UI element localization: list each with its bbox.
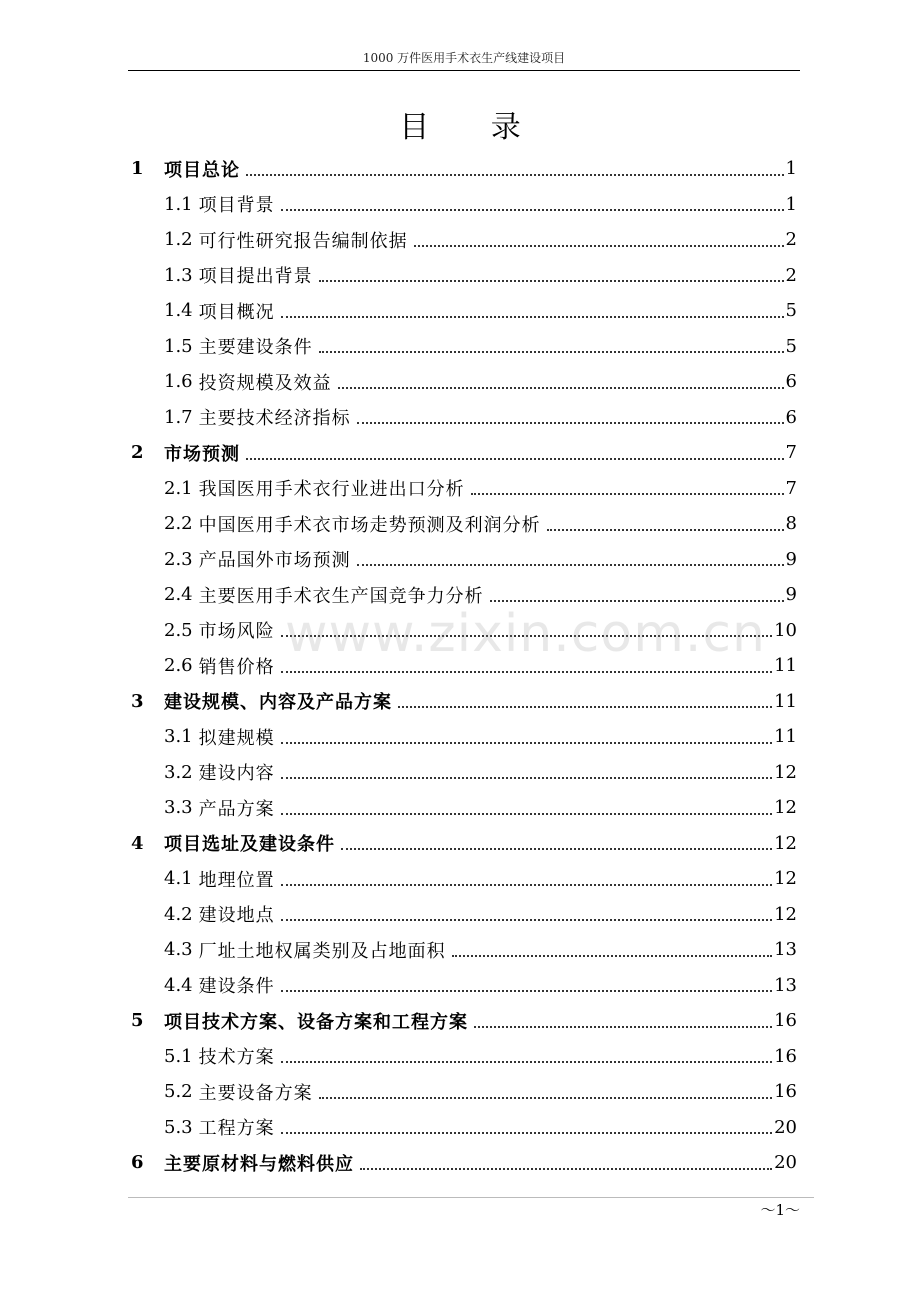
toc-entry-number: 4.1 bbox=[164, 868, 193, 890]
toc-entry-number: 5.1 bbox=[164, 1045, 193, 1067]
toc-dot-leader bbox=[547, 511, 784, 531]
toc-dot-leader bbox=[281, 724, 772, 744]
toc-section-entry[interactable] bbox=[131, 932, 797, 968]
toc-chapter-entry[interactable] bbox=[131, 1003, 797, 1039]
toc-entry-number: 2.2 bbox=[164, 513, 193, 535]
toc-entry-title: 产品国外市场预测 bbox=[198, 550, 351, 572]
toc-entry-page: 12 bbox=[774, 761, 797, 783]
toc-dot-leader bbox=[474, 1008, 772, 1028]
toc-dot-leader bbox=[414, 227, 784, 247]
toc-dot-leader bbox=[360, 1150, 772, 1170]
toc-section-entry[interactable] bbox=[131, 1074, 797, 1110]
toc-entry-number: 3.1 bbox=[164, 726, 193, 748]
toc-entry-title: 厂址土地权属类别及占地面积 bbox=[198, 940, 446, 962]
toc-dot-leader bbox=[452, 937, 772, 957]
toc-section-entry[interactable] bbox=[131, 222, 797, 258]
toc-entry-number: 4.3 bbox=[164, 939, 193, 961]
toc-dot-leader bbox=[281, 1043, 772, 1063]
toc-dot-leader bbox=[357, 546, 784, 566]
toc-section-entry[interactable] bbox=[131, 471, 797, 507]
toc-dot-leader bbox=[281, 795, 772, 815]
toc-entry-title: 主要技术经济指标 bbox=[198, 408, 351, 430]
toc-chapter-entry[interactable] bbox=[131, 826, 797, 862]
toc-entry-number: 1 bbox=[131, 158, 144, 180]
toc-entry-page: 5 bbox=[785, 335, 797, 357]
toc-entry-page: 20 bbox=[774, 1116, 797, 1138]
toc-dot-leader bbox=[281, 1114, 772, 1134]
toc-dot-leader bbox=[246, 440, 784, 460]
toc-entry-page: 16 bbox=[774, 1081, 797, 1103]
toc-entry-number: 4 bbox=[131, 832, 144, 854]
toc-entry-number: 1.3 bbox=[164, 264, 193, 286]
toc-entry-page: 12 bbox=[774, 903, 797, 925]
toc-entry-title: 项目技术方案、设备方案和工程方案 bbox=[164, 1011, 468, 1033]
toc-dot-leader bbox=[281, 298, 784, 318]
toc-entry-number: 2.1 bbox=[164, 477, 193, 499]
toc-entry-title: 主要原材料与燃料供应 bbox=[164, 1153, 354, 1175]
toc-entry-page: 7 bbox=[785, 442, 797, 464]
table-of-contents bbox=[131, 151, 797, 1181]
toc-entry-title: 投资规模及效益 bbox=[198, 372, 332, 394]
toc-entry-title: 建设地点 bbox=[198, 905, 275, 927]
toc-entry-number: 5.2 bbox=[164, 1081, 193, 1103]
toc-entry-title: 技术方案 bbox=[198, 1047, 275, 1069]
toc-section-entry[interactable] bbox=[131, 577, 797, 613]
toc-section-entry[interactable] bbox=[131, 187, 797, 223]
toc-entry-page: 9 bbox=[785, 584, 797, 606]
toc-dot-leader bbox=[281, 901, 772, 921]
toc-entry-number: 2 bbox=[131, 442, 144, 464]
toc-dot-leader bbox=[471, 475, 784, 495]
toc-section-entry[interactable] bbox=[131, 506, 797, 542]
toc-entry-title: 项目提出背景 bbox=[198, 266, 313, 288]
toc-entry-title: 建设内容 bbox=[198, 763, 275, 785]
toc-entry-page: 5 bbox=[785, 300, 797, 322]
header-rule bbox=[128, 70, 800, 71]
toc-section-entry[interactable] bbox=[131, 542, 797, 578]
toc-entry-title: 项目概况 bbox=[198, 301, 275, 323]
toc-entry-page: 11 bbox=[774, 655, 797, 677]
toc-entry-page: 6 bbox=[785, 371, 797, 393]
toc-entry-number: 5 bbox=[131, 1010, 144, 1032]
toc-section-entry[interactable] bbox=[131, 400, 797, 436]
toc-section-entry[interactable] bbox=[131, 790, 797, 826]
toc-dot-leader bbox=[281, 617, 772, 637]
toc-entry-number: 1.6 bbox=[164, 371, 193, 393]
page-number: ～1～ bbox=[760, 1201, 800, 1219]
toc-section-entry[interactable] bbox=[131, 897, 797, 933]
toc-entry-number: 1.5 bbox=[164, 335, 193, 357]
toc-section-entry[interactable] bbox=[131, 613, 797, 649]
toc-entry-title: 工程方案 bbox=[198, 1118, 275, 1140]
toc-entry-number: 1.4 bbox=[164, 300, 193, 322]
toc-entry-title: 产品方案 bbox=[198, 798, 275, 820]
toc-entry-title: 主要建设条件 bbox=[198, 337, 313, 359]
toc-entry-page: 8 bbox=[785, 513, 797, 535]
toc-section-entry[interactable] bbox=[131, 329, 797, 365]
toc-dot-leader bbox=[281, 653, 772, 673]
footer-rule bbox=[128, 1197, 814, 1198]
toc-entry-page: 12 bbox=[774, 797, 797, 819]
toc-entry-page: 11 bbox=[774, 726, 797, 748]
toc-entry-title: 中国医用手术衣市场走势预测及利润分析 bbox=[198, 514, 541, 536]
toc-dot-leader bbox=[281, 972, 772, 992]
page-header: 1000 万件医用手术衣生产线建设项目 bbox=[362, 51, 566, 65]
toc-section-entry[interactable] bbox=[131, 968, 797, 1004]
toc-section-entry[interactable] bbox=[131, 258, 797, 294]
toc-section-entry[interactable] bbox=[131, 1039, 797, 1075]
toc-entry-page: 16 bbox=[774, 1045, 797, 1067]
toc-entry-page: 11 bbox=[774, 690, 797, 712]
toc-entry-title: 主要医用手术衣生产国竞争力分析 bbox=[198, 585, 484, 607]
toc-entry-page: 16 bbox=[774, 1010, 797, 1032]
toc-entry-title: 项目背景 bbox=[198, 195, 275, 217]
toc-entry-title: 建设规模、内容及产品方案 bbox=[164, 692, 392, 714]
toc-entry-number: 2.3 bbox=[164, 548, 193, 570]
toc-entry-title: 市场风险 bbox=[198, 621, 275, 643]
toc-section-entry[interactable] bbox=[131, 861, 797, 897]
toc-entry-title: 建设条件 bbox=[198, 976, 275, 998]
toc-chapter-entry[interactable] bbox=[131, 151, 797, 187]
toc-dot-leader bbox=[281, 866, 772, 886]
toc-title: 目 录 bbox=[399, 110, 547, 145]
toc-entry-page: 6 bbox=[785, 406, 797, 428]
toc-dot-leader bbox=[281, 191, 784, 211]
toc-entry-page: 9 bbox=[785, 548, 797, 570]
toc-dot-leader bbox=[246, 156, 784, 176]
toc-entry-page: 13 bbox=[774, 974, 797, 996]
toc-entry-number: 2.4 bbox=[164, 584, 193, 606]
toc-entry-title: 拟建规模 bbox=[198, 727, 275, 749]
toc-entry-page: 12 bbox=[774, 832, 797, 854]
toc-entry-number: 2.5 bbox=[164, 619, 193, 641]
toc-entry-title: 项目选址及建设条件 bbox=[164, 834, 335, 856]
toc-entry-title: 地理位置 bbox=[198, 869, 275, 891]
toc-entry-number: 1.7 bbox=[164, 406, 193, 428]
toc-entry-number: 2.6 bbox=[164, 655, 193, 677]
toc-section-entry[interactable] bbox=[131, 364, 797, 400]
toc-entry-number: 3 bbox=[131, 690, 144, 712]
toc-section-entry[interactable] bbox=[131, 1110, 797, 1146]
toc-entry-title: 项目总论 bbox=[164, 159, 240, 181]
toc-entry-title: 我国医用手术衣行业进出口分析 bbox=[198, 479, 465, 501]
toc-entry-title: 可行性研究报告编制依据 bbox=[198, 230, 408, 252]
toc-dot-leader bbox=[319, 262, 784, 282]
toc-dot-leader bbox=[281, 759, 772, 779]
toc-section-entry[interactable] bbox=[131, 293, 797, 329]
toc-entry-number: 3.2 bbox=[164, 761, 193, 783]
toc-entry-number: 1.1 bbox=[164, 193, 193, 215]
toc-entry-number: 6 bbox=[131, 1152, 144, 1174]
toc-dot-leader bbox=[319, 1079, 772, 1099]
toc-entry-number: 5.3 bbox=[164, 1116, 193, 1138]
toc-dot-leader bbox=[357, 404, 784, 424]
toc-section-entry[interactable] bbox=[131, 648, 797, 684]
toc-dot-leader bbox=[490, 582, 784, 602]
toc-dot-leader bbox=[341, 830, 772, 850]
toc-entry-number: 1.2 bbox=[164, 229, 193, 251]
toc-entry-number: 3.3 bbox=[164, 797, 193, 819]
toc-entry-page: 2 bbox=[785, 229, 797, 251]
toc-dot-leader bbox=[338, 369, 784, 389]
toc-entry-number: 4.4 bbox=[164, 974, 193, 996]
toc-section-entry[interactable] bbox=[131, 719, 797, 755]
toc-entry-title: 市场预测 bbox=[164, 443, 240, 465]
toc-entry-page: 2 bbox=[785, 264, 797, 286]
toc-entry-page: 7 bbox=[785, 477, 797, 499]
toc-chapter-entry[interactable] bbox=[131, 435, 797, 471]
toc-section-entry[interactable] bbox=[131, 755, 797, 791]
toc-entry-title: 销售价格 bbox=[198, 656, 275, 678]
toc-chapter-entry[interactable] bbox=[131, 684, 797, 720]
toc-entry-page: 20 bbox=[774, 1152, 797, 1174]
toc-chapter-entry[interactable] bbox=[131, 1145, 797, 1181]
toc-entry-page: 12 bbox=[774, 868, 797, 890]
toc-dot-leader bbox=[398, 688, 772, 708]
watermark: www.zixin.com.cn bbox=[285, 604, 766, 664]
toc-entry-page: 1 bbox=[785, 193, 797, 215]
toc-entry-page: 10 bbox=[774, 619, 797, 641]
toc-dot-leader bbox=[319, 333, 784, 353]
toc-entry-number: 4.2 bbox=[164, 903, 193, 925]
toc-entry-page: 1 bbox=[785, 158, 797, 180]
toc-entry-page: 13 bbox=[774, 939, 797, 961]
toc-entry-title: 主要设备方案 bbox=[198, 1082, 313, 1104]
